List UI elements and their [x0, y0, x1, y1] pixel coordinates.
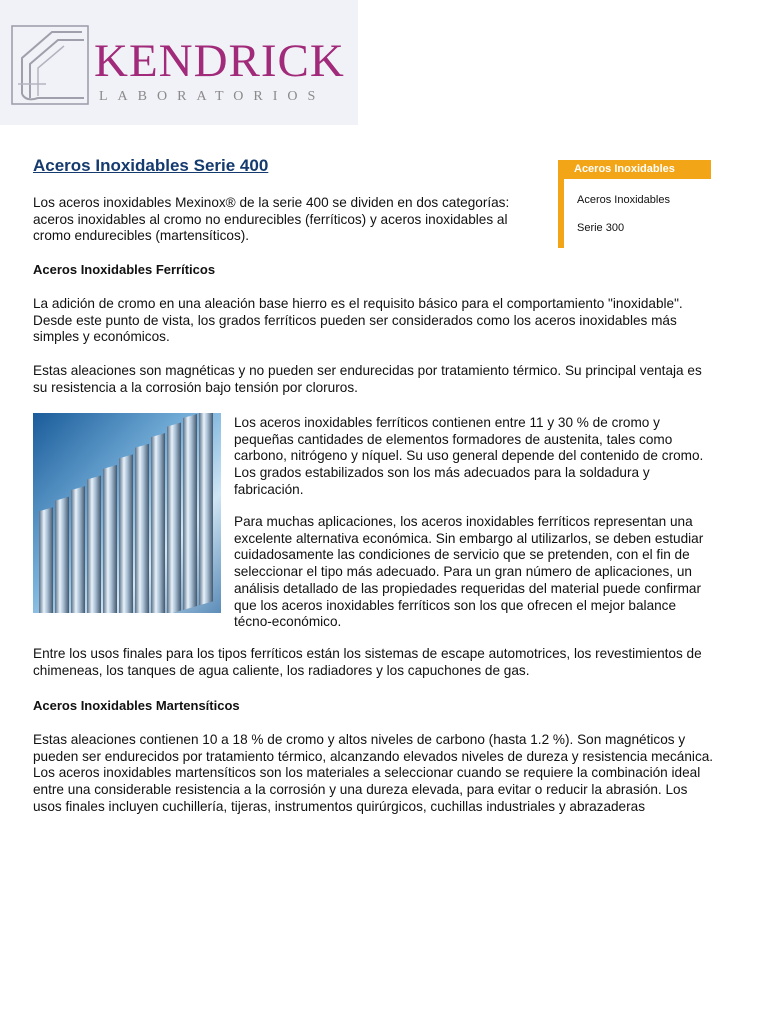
brand-name: KENDRICK	[94, 35, 345, 87]
intro-paragraph: Los aceros inoxidables Mexinox® de la serie 400 se dividen en dos categorías: aceros inoxidables al cromo no endurecibles (ferríticos) y aceros inoxidables al cromo endurecibles (martensíticos).	[33, 195, 510, 244]
steel-tubes-image	[33, 413, 221, 613]
sidebar-item-serie-300[interactable]: Serie 300	[577, 222, 625, 234]
page-title[interactable]: Aceros Inoxidables Serie 400	[33, 156, 269, 175]
ferritic-paragraph-1: La adición de cromo en una aleación base hierro es el requisito básico para el comportamiento "inoxidable". Desde este punto de vista, los grados ferríticos pueden ser considerados como los aceros inoxidables más simples y económicos.	[33, 296, 683, 345]
sidebar-menu	[558, 160, 711, 248]
ferritic-paragraph-5: Entre los usos finales para los tipos ferríticos están los sistemas de escape automotrices, los revestimientos de chimeneas, los tanques de agua caliente, los radiadores y los capuchones de gas.	[33, 646, 702, 678]
brand-subtitle: LABORATORIOS	[99, 89, 326, 104]
sidebar-item-aceros-inoxidables[interactable]: Aceros Inoxidables	[577, 194, 670, 206]
sidebar-header[interactable]: Aceros Inoxidables	[558, 160, 711, 179]
site-header	[0, 0, 358, 125]
logo-icon	[10, 24, 90, 106]
ferritic-paragraph-2: Estas aleaciones son magnéticas y no pueden ser endurecidas por tratamiento térmico. Su principal ventaja es su resistencia a la corrosión bajo tensión por cloruros.	[33, 363, 702, 395]
martensitic-paragraph-1: Estas aleaciones contienen 10 a 18 % de cromo y altos niveles de carbono (hasta 1.2 %). Son magnéticos y pueden ser endurecidos por tratamiento térmico, alcanzando elevados niveles de dureza y resistencia mecánica. Los aceros inoxidables martensíticos son los materiales a seleccionar cuando se requiere la combinación ideal entre una considerable resistencia a la corrosión y una dureza elevada, para evitar o reducir la abrasión. Los usos finales incluyen cuchillería, tijeras, instrumentos quirúrgicos, cuchillas industriales y abrazaderas	[33, 732, 714, 814]
ferritic-heading: Aceros Inoxidables Ferríticos	[33, 262, 216, 277]
martensitic-heading: Aceros Inoxidables Martensíticos	[33, 698, 240, 713]
ferritic-paragraph-3: Los aceros inoxidables ferríticos contienen entre 11 y 30 % de cromo y pequeñas cantidades de elementos formadores de austenita, tales como carbono, nitrógeno y níquel. Su uso general depende del contenido de cromo. Los grados estabilizados son los más adecuados para la soldadura y fabricación.	[234, 415, 704, 497]
ferritic-paragraph-4: Para muchas aplicaciones, los aceros inoxidables ferríticos representan una excelente alternativa económica. Sin embargo al utilizarlos, se deben estudiar cuidadosamente las condiciones de servicio que se pretenden, con el fin de seleccionar el tipo más adecuado. Para un gran número de aplicaciones, un análisis detallado de las propiedades requeridas del material puede confirmar que los aceros inoxidables ferríticos son los que ofrecen el mejor balance técno-económico.	[234, 514, 704, 630]
